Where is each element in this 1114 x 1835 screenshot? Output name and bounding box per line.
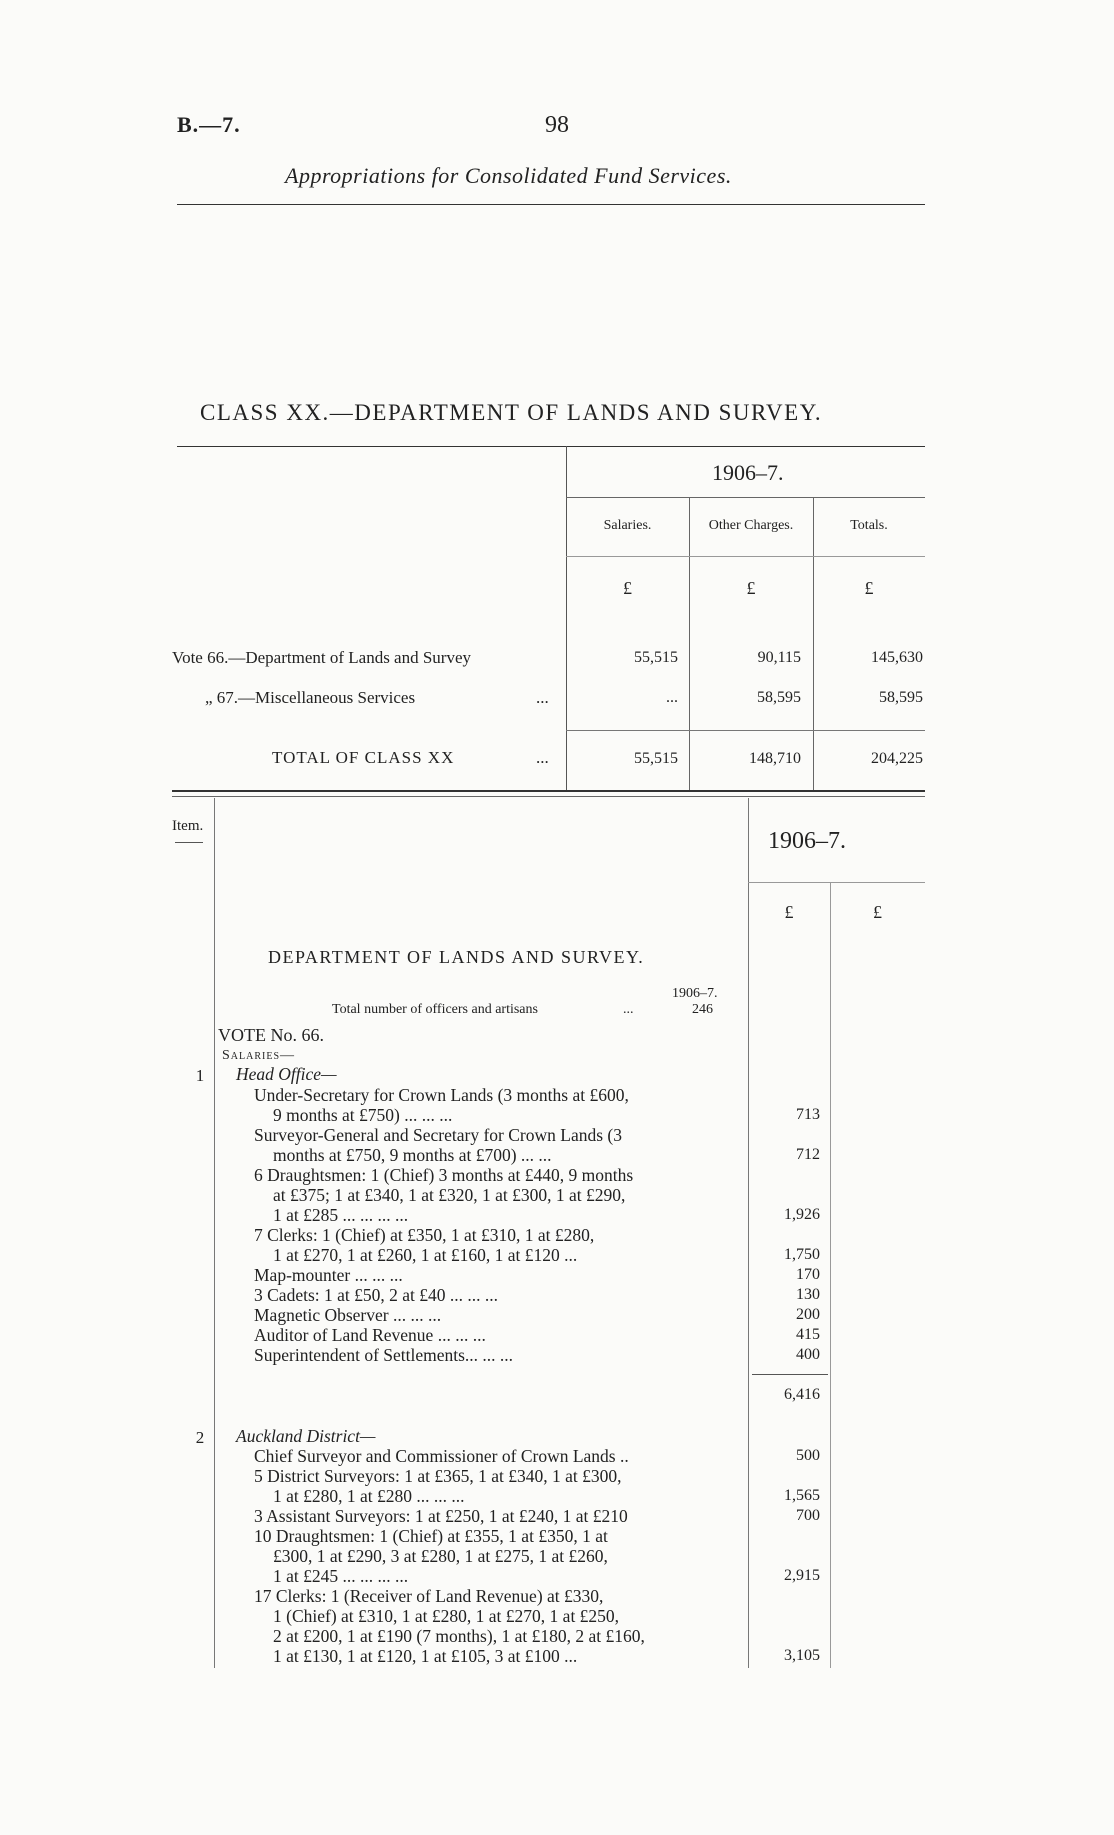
item1-line: 7 Clerks: 1 (Chief) at £350, 1 at £310, 1 at £280, [254, 1225, 595, 1245]
item1-line: 9 months at £750) ... ... ... [273, 1105, 453, 1125]
currency-salaries: £ [623, 578, 632, 598]
class-table-top-rule [177, 446, 925, 447]
officers-dots: ... [623, 1002, 634, 1017]
col-divider-1 [689, 497, 690, 790]
detail-year: 1906–7. [768, 828, 846, 854]
class-table-bottom-rule-2 [172, 796, 925, 797]
item1-amount: 712 [796, 1146, 820, 1163]
item1-amount: 400 [796, 1346, 820, 1363]
total-total: 204,225 [871, 750, 923, 767]
item1-subtotal: 6,416 [784, 1386, 820, 1403]
row-vote67-label: „ 67.—Miscellaneous Services [205, 688, 416, 707]
item1-amount: 1,926 [784, 1206, 820, 1223]
total-dots: ... [536, 748, 549, 767]
item1-line: Surveyor-General and Secretary for Crown Lands (3 [254, 1125, 622, 1145]
item2-line: 3 Assistant Surveyors: 1 at £250, 1 at £240, 1 at £210 [254, 1506, 628, 1526]
item2-amount: 2,915 [784, 1567, 820, 1584]
item2-line: £300, 1 at £290, 3 at £280, 1 at £275, 1 at £260, [273, 1546, 608, 1566]
officers-label: Total number of officers and artisans [332, 1002, 538, 1017]
item1-line: months at £750, 9 months at £700) ... ... [273, 1145, 552, 1165]
total-other: 148,710 [749, 750, 801, 767]
item1-amount: 130 [796, 1286, 820, 1303]
row-vote66-other: 90,115 [757, 649, 801, 666]
item1-line: Under-Secretary for Crown Lands (3 months at £600, [254, 1085, 629, 1105]
row-vote66-salaries: 55,515 [634, 649, 678, 666]
currency-other: £ [746, 578, 756, 598]
item1-line: 3 Cadets: 1 at £50, 2 at £40 ... ... ... [254, 1285, 499, 1305]
item2-amount: 500 [796, 1447, 820, 1464]
item1-line: Map-mounter ... ... ... [254, 1265, 403, 1285]
officers-count: 246 [692, 1002, 713, 1017]
item1-amount: 415 [796, 1326, 820, 1343]
year-underline [566, 497, 925, 498]
item-column-header: Item. [172, 818, 204, 834]
row-vote67-total: 58,595 [879, 689, 923, 706]
department-title: DEPARTMENT OF LANDS AND SURVEY. [268, 947, 645, 967]
item2-amount: 1,565 [784, 1487, 820, 1504]
item1-heading: Head Office— [236, 1064, 337, 1084]
item1-amount: 713 [796, 1106, 820, 1123]
col-head-rule [566, 556, 925, 557]
item1-line: 1 at £285 ... ... ... ... [273, 1205, 409, 1225]
item1-amount: 200 [796, 1306, 820, 1323]
currency-totals: £ [864, 578, 874, 598]
item-col-divider [214, 798, 215, 1668]
page-title: Appropriations for Consolidated Fund Services. [285, 163, 732, 188]
item2-line: 1 at £130, 1 at £120, 1 at £105, 3 at £100 ... [273, 1646, 578, 1666]
item1-subtotal-rule [752, 1374, 828, 1375]
total-col-divider [830, 882, 831, 1668]
item2-line: 17 Clerks: 1 (Receiver of Land Revenue) at £330, [254, 1586, 604, 1606]
item2-line: 1 at £245 ... ... ... ... [273, 1566, 409, 1586]
item2-amount: 3,105 [784, 1647, 820, 1664]
item2-line: 1 (Chief) at £310, 1 at £280, 1 at £270, 1 at £250, [273, 1606, 620, 1626]
class-title: CLASS XX.—DEPARTMENT OF LANDS AND SURVEY. [200, 400, 823, 425]
item2-line: 10 Draughtsmen: 1 (Chief) at £355, 1 at £350, 1 at [254, 1526, 608, 1546]
col-head-salaries: Salaries. [603, 518, 652, 533]
col-head-other-charges: Other Charges. [708, 518, 794, 533]
row-vote66-total: 145,630 [871, 649, 923, 666]
item2-line: Chief Surveyor and Commissioner of Crown Lands .. [254, 1446, 629, 1466]
col-head-totals: Totals. [850, 518, 888, 533]
item-number-1: 1 [195, 1066, 205, 1085]
row-vote67-salaries: ... [666, 689, 678, 706]
row-vote66-label: Vote 66.—Department of Lands and Survey [172, 648, 472, 667]
item-header-underline [175, 842, 203, 843]
detail-currency-1: £ [784, 902, 794, 922]
item1-line: 1 at £270, 1 at £260, 1 at £160, 1 at £120 ... [273, 1245, 578, 1265]
total-label: TOTAL OF CLASS XX [272, 748, 455, 767]
item1-amount: 170 [796, 1266, 820, 1283]
item1-line: at £375; 1 at £340, 1 at £320, 1 at £300, 1 at £290, [273, 1185, 626, 1205]
document-reference: B.—7. [177, 112, 241, 137]
total-salaries: 55,515 [634, 750, 678, 767]
item1-line: Magnetic Observer ... ... ... [254, 1305, 442, 1325]
item2-heading: Auckland District— [236, 1426, 376, 1446]
officers-year: 1906–7. [672, 986, 718, 1001]
col-divider-2 [813, 497, 814, 790]
amount-col-divider [748, 798, 749, 1668]
header-rule [177, 204, 925, 205]
item2-line: 5 District Surveyors: 1 at £365, 1 at £340, 1 at £300, [254, 1466, 622, 1486]
class-table-year: 1906–7. [712, 460, 784, 485]
row-vote67-dots: ... [536, 688, 549, 707]
item2-line: 1 at £280, 1 at £280 ... ... ... [273, 1486, 465, 1506]
item-number-2: 2 [195, 1428, 205, 1447]
salaries-heading: Salaries— [222, 1048, 296, 1063]
item1-amount: 1,750 [784, 1246, 820, 1263]
row-vote67-other: 58,595 [757, 689, 801, 706]
total-rule [566, 730, 925, 731]
item1-line: Auditor of Land Revenue ... ... ... [254, 1325, 486, 1345]
item1-line: Superintendent of Settlements... ... ... [254, 1345, 514, 1365]
item1-line: 6 Draughtsmen: 1 (Chief) 3 months at £440, 9 months [254, 1165, 634, 1185]
item2-line: 2 at £200, 1 at £190 (7 months), 1 at £180, 2 at £160, [273, 1626, 645, 1646]
detail-year-underline [748, 882, 925, 883]
vote-heading: VOTE No. 66. [218, 1025, 324, 1045]
detail-currency-2: £ [873, 902, 882, 922]
page-number: 98 [545, 112, 569, 138]
item2-amount: 700 [796, 1507, 820, 1524]
class-table-bottom-rule [172, 790, 925, 792]
